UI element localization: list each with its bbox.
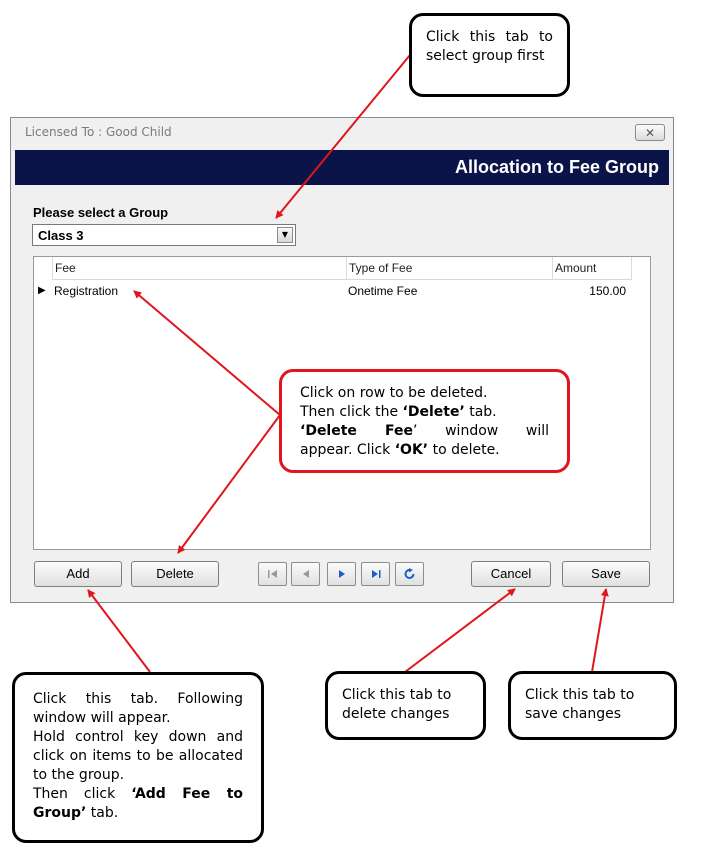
arrow-to-add xyxy=(88,590,150,672)
column-header-amount[interactable]: Amount xyxy=(552,257,632,280)
delete-button[interactable]: Delete xyxy=(131,561,219,587)
group-label: Please select a Group xyxy=(33,205,169,220)
cell-amount: 150.00 xyxy=(589,284,626,298)
save-button[interactable]: Save xyxy=(562,561,650,587)
group-select-value: Class 3 xyxy=(38,228,84,243)
callout-select-group-text: Click this tab to select group first xyxy=(426,29,553,64)
window-title: Licensed To : Good Child xyxy=(25,125,172,139)
callout-delete-line4: appear. Click ‘OK’ to delete. xyxy=(300,442,500,458)
callout-save-text: Click this tab to save changes xyxy=(525,687,635,722)
column-header-type[interactable]: Type of Fee xyxy=(346,257,553,280)
row-indicator-icon: ▶ xyxy=(38,285,46,296)
arrow-to-delete xyxy=(178,415,280,553)
callout-delete-row xyxy=(279,369,570,473)
column-header-fee[interactable]: Fee xyxy=(52,257,347,280)
chevron-down-icon: ▼ xyxy=(281,230,289,239)
arrow-to-group-select xyxy=(276,55,410,218)
arrow-to-cancel xyxy=(405,589,515,672)
cell-type: Onetime Fee xyxy=(348,284,418,298)
callout-add-p2: Hold control key down and click on items to be allocated to the group. xyxy=(33,729,243,783)
callout-save xyxy=(508,671,677,740)
callout-add xyxy=(12,672,264,843)
callout-add-p3: Then click ‘Add Fee to Group’ tab. xyxy=(33,786,244,821)
cell-fee: Registration xyxy=(54,284,119,298)
callout-delete-line3: ‘Delete Fee’ window will xyxy=(300,423,550,439)
callout-select-group xyxy=(409,13,570,97)
add-button[interactable]: Add xyxy=(34,561,122,587)
cancel-button[interactable]: Cancel xyxy=(471,561,551,587)
callout-add-p1: Click this tab. Following window will appear. xyxy=(33,691,243,726)
callout-delete-line1: Click on row to be deleted. xyxy=(300,385,488,401)
page-title: Allocation to Fee Group xyxy=(454,157,659,177)
callout-delete-line2: Then click the ‘Delete’ tab. xyxy=(300,404,497,420)
callout-cancel-text: Click this tab to delete changes xyxy=(342,687,452,722)
arrow-to-row xyxy=(134,291,280,415)
arrow-to-save xyxy=(592,589,606,672)
close-icon: ✕ xyxy=(644,126,656,140)
callout-cancel xyxy=(325,671,486,740)
